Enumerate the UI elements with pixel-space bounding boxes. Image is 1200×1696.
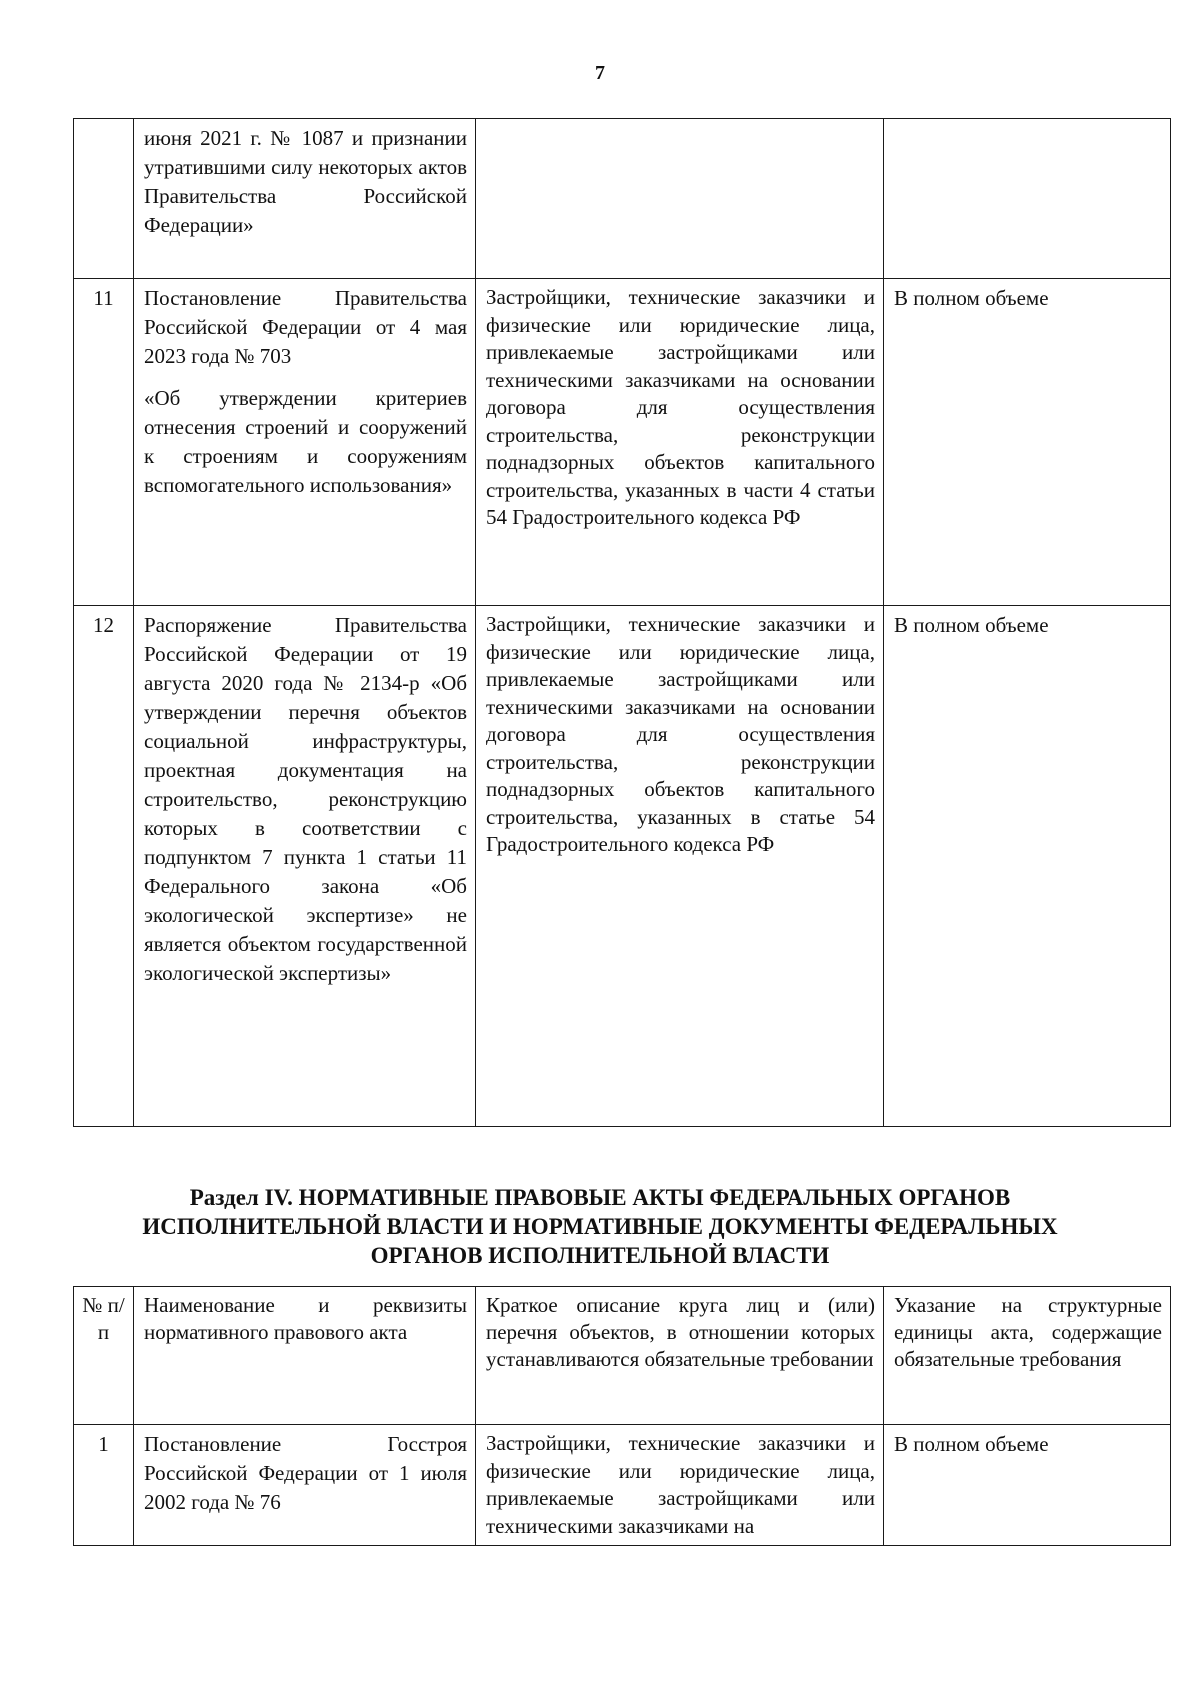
scope-indication: В полном объеме (884, 279, 1171, 606)
header-number: № п/п (74, 1287, 134, 1425)
requirements-table-section-3 (73, 118, 1171, 1127)
scope-indication (884, 119, 1171, 279)
row-number: 1 (74, 1425, 134, 1546)
act-title: Постановление Правительства Российской Федерации от 4 мая 2023 года № 703 (144, 286, 467, 368)
act-name (134, 279, 476, 606)
scope-indication: В полном объеме (884, 606, 1171, 1127)
header-scope: Указание на структурные единицы акта, содержащие обязательные требования (884, 1287, 1171, 1425)
section-title: Раздел IV. НОРМАТИВНЫЕ ПРАВОВЫЕ АКТЫ ФЕДЕРАЛЬНЫХ ОРГАНОВ ИСПОЛНИТЕЛЬНОЙ ВЛАСТИ И НОРМАТИВНЫЕ ДОКУМЕНТЫ ФЕДЕРАЛЬНЫХ ОРГАНОВ ИСПОЛНИТЕЛЬНОЙ ВЛАСТИ (142, 1185, 1058, 1268)
table-header-row (74, 1287, 1171, 1425)
subjects-description: Застройщики, технические заказчики и физические или юридические лица, привлекаемые застройщиками или техническими заказчиками на основании договора для осуществления строительства, реконструкции поднадзорных объектов капитального строительства, указанных в части 4 статьи 54 Градостроительного кодекса РФ (476, 279, 884, 606)
table-row (74, 119, 1171, 279)
requirements-table-section-4 (73, 1286, 1171, 1546)
subjects-description: Застройщики, технические заказчики и физические или юридические лица, привлекаемые застройщиками или техническими заказчиками на основании договора для осуществления строительства, реконструкции поднадзорных объектов капитального строительства, указанных в статье 54 Градостроительного кодекса РФ (476, 606, 884, 1127)
scope-indication: В полном объеме (884, 1425, 1171, 1546)
act-name: Распоряжение Правительства Российской Федерации от 19 августа 2020 года № 2134-р «Об утверждении перечня объектов социальной инфраструктуры, проектная документация на строительство, реконструкцию которых в соответствии с подпунктом 7 пункта 1 статьи 11 Федерального закона «Об экологической экспертизе» не является объектом государственной экологической экспертизы» (134, 606, 476, 1127)
act-name: Постановление Госстроя Российской Федерации от 1 июля 2002 года № 76 (134, 1425, 476, 1546)
page-number: 7 (595, 62, 605, 84)
act-name: июня 2021 г. № 1087 и признании утратившими силу некоторых актов Правительства Российской Федерации» (134, 119, 476, 279)
row-number: 12 (74, 606, 134, 1127)
subjects-description: Застройщики, технические заказчики и физические или юридические лица, привлекаемые застройщиками или техническими заказчиками на (476, 1425, 884, 1546)
subjects-description (476, 119, 884, 279)
act-subject: «Об утверждении критериев отнесения строений и сооружений к строениям и сооружениям вспомогательного использования» (144, 386, 467, 497)
table-row (74, 606, 1171, 1127)
row-number: 11 (74, 279, 134, 606)
header-name: Наименование и реквизиты нормативного правового акта (134, 1287, 476, 1425)
header-subjects: Краткое описание круга лиц и (или) перечня объектов, в отношении которых устанавливаются обязательные требовании (476, 1287, 884, 1425)
table-row (74, 279, 1171, 606)
row-number (74, 119, 134, 279)
table-row (74, 1425, 1171, 1546)
